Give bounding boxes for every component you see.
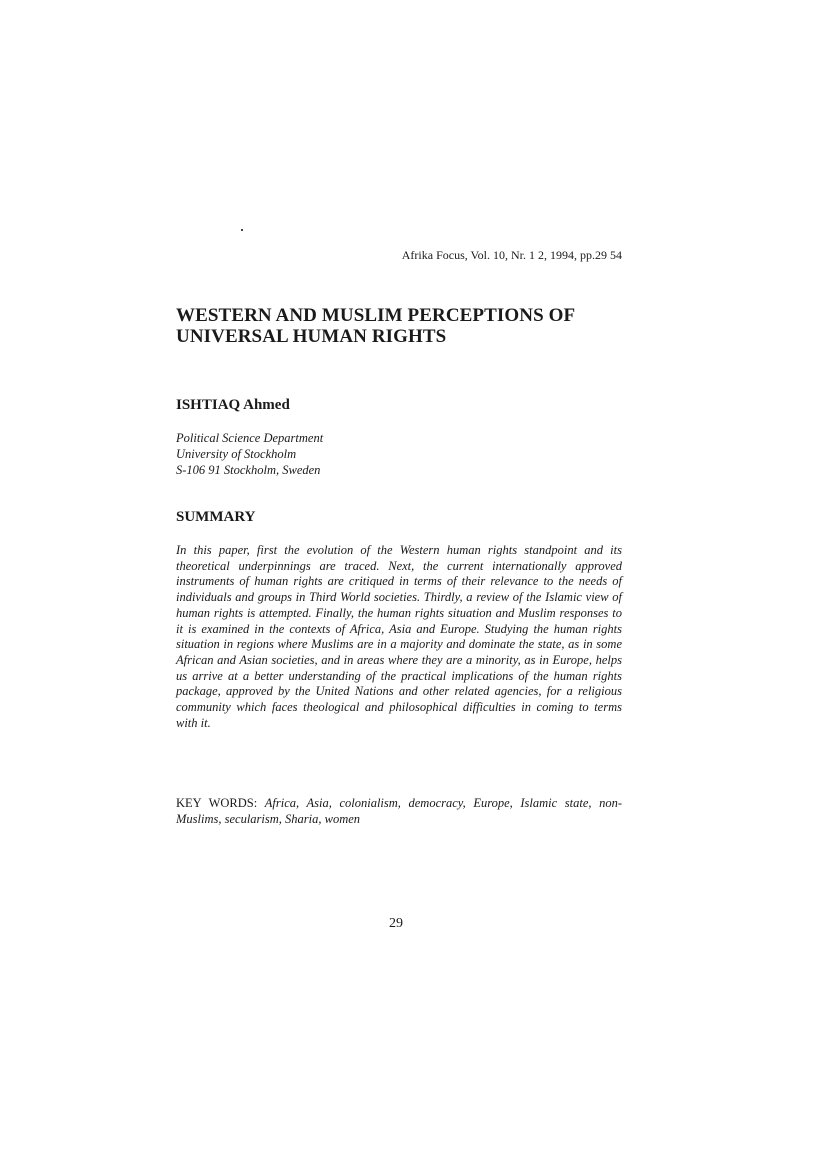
article-title: WESTERN AND MUSLIM PERCEPTIONS OF UNIVERSAL HUMAN RIGHTS xyxy=(176,305,575,347)
keywords-paragraph xyxy=(176,795,622,827)
affiliation-address: S-106 91 Stockholm, Sweden xyxy=(176,463,321,477)
affiliation-university: University of Stockholm xyxy=(176,447,297,461)
summary-heading: SUMMARY xyxy=(176,509,256,525)
affiliation-department: Political Science Department xyxy=(176,431,324,445)
page-number: 29 xyxy=(389,916,403,931)
author-affiliation xyxy=(176,430,323,478)
keywords-label: KEY WORDS: xyxy=(176,796,258,810)
keywords-list: Africa, Asia, colonialism, democracy, Europe, Islamic state, non-Muslims, secularism, Sharia, women xyxy=(176,796,623,826)
author-name: ISHTIAQ Ahmed xyxy=(176,397,290,413)
scan-speck xyxy=(241,229,243,231)
journal-reference: Afrika Focus, Vol. 10, Nr. 1 2, 1994, pp.29 54 xyxy=(401,248,622,262)
summary-text: In this paper, first the evolution of the Western human rights standpoint and its theoretical underpinnings are traced. Next, the current internationally approved instruments of human rights are critiqued in terms of their relevance to the needs of individuals and groups in Third World societies. Thirdly, a review of the Islamic view of human rights is attempted. Finally, the human rights situation and Muslim responses to it is examined in the contexts of Africa, Asia and Europe. Studying the human rights situation in regions where Muslims are in a majority and dominate the state, as in some African and Asian societies, and in areas where they are a minority, as in Europe, helps us arrive at a better understanding of the practical implications of the human rights package, approved by the United Nations and other related agencies, for a religious community which faces theological and philosophical difficulties in coming to terms with it. xyxy=(176,543,622,730)
